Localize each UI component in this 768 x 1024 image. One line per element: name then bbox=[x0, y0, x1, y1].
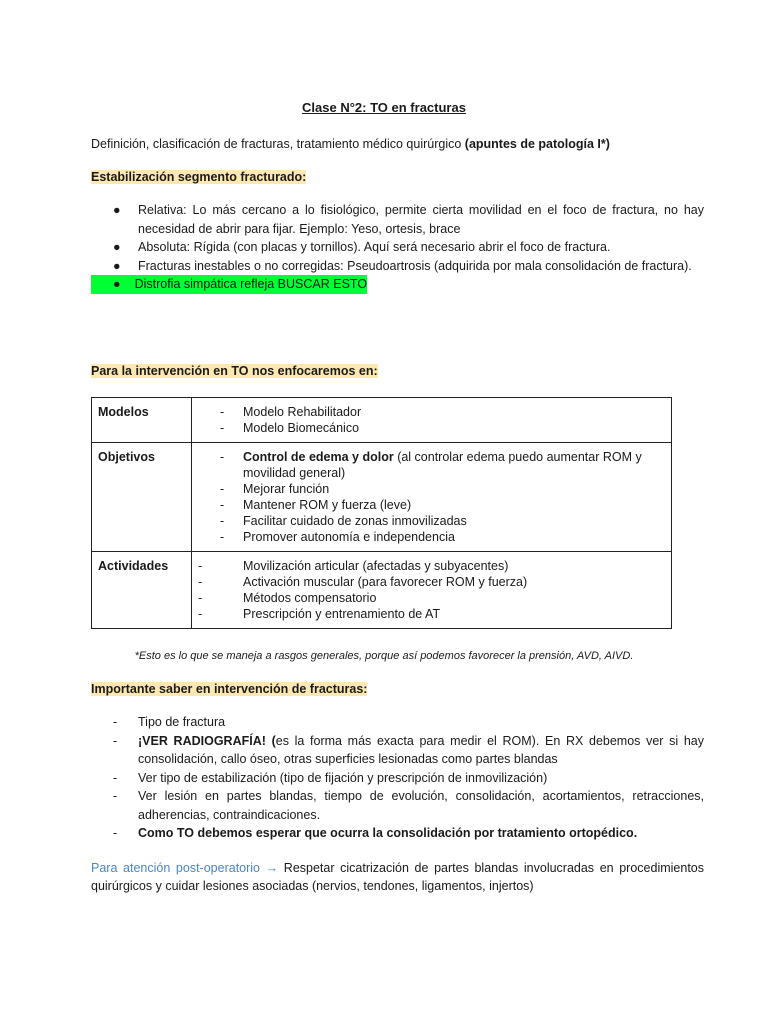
heading-text: Estabilización segmento fracturado: bbox=[91, 170, 307, 184]
table-row bbox=[92, 398, 672, 443]
list-item-highlighted: ● Distrofia simpática refleja BUSCAR ESTO bbox=[91, 275, 704, 294]
postop-text: Respetar cicatrización de partes blandas involucradas en procedimientos quirúrgicos y cuidar lesiones asociadas (nervios, tendones, ligamentos, injertos) bbox=[91, 861, 704, 893]
heading-text: Importante saber en intervención de fracturas: bbox=[91, 682, 368, 696]
row-label: Actividades bbox=[92, 552, 192, 629]
list-item: ● Relativa: Lo más cercano a lo fisiológico, permite cierta movilidad en el foco de fractura, no hay necesidad de abrir para fijar. Ejemplo: Yeso, ortesis, brace bbox=[113, 203, 704, 236]
heading-text: Para la intervención en TO nos enfocaremos en: bbox=[91, 364, 378, 378]
list-item: - ¡VER RADIOGRAFÍA! (es la forma más exacta para medir el ROM). En RX debemos ver si hay consolidación, callo óseo, otras superficies lesionadas como partes blandas bbox=[113, 733, 705, 766]
bullet-icon: ● bbox=[113, 258, 121, 273]
section-heading-intervencion bbox=[91, 362, 704, 380]
importante-list bbox=[91, 713, 704, 843]
page-title: Clase N°2: TO en fracturas bbox=[302, 100, 466, 115]
postop-paragraph bbox=[91, 859, 704, 895]
bullet-icon: ● bbox=[113, 240, 121, 254]
row-content: - Modelo Rehabilitador - Modelo Biomecánico bbox=[192, 398, 672, 443]
table-row bbox=[92, 443, 672, 552]
list-item: - Como TO debemos esperar que ocurra la consolidación por tratamiento ortopédico. bbox=[113, 826, 638, 840]
estabilizacion-list bbox=[91, 201, 704, 294]
intervention-table bbox=[91, 397, 672, 629]
bullet-icon: ● bbox=[113, 203, 121, 217]
section-heading-importante bbox=[91, 680, 704, 698]
intro-paragraph bbox=[91, 135, 704, 153]
list-item: ● Absoluta: Rígida (con placas y tornillos). Aquí será necesario abrir el foco de fractura. bbox=[91, 238, 704, 257]
intro-text: Definición, clasificación de fracturas, tratamiento médico quirúrgico bbox=[91, 137, 465, 151]
row-label: Objetivos bbox=[92, 443, 192, 552]
row-content: - Movilización articular (afectadas y subyacentes) - Activación muscular (para favorecer ROM y fuerza) - Métodos compensatorio - Prescripción y entrenamiento de AT bbox=[192, 552, 672, 629]
bullet-icon: ● bbox=[113, 277, 121, 291]
table-row bbox=[92, 552, 672, 629]
arrow-right-icon: → bbox=[265, 861, 279, 875]
row-content: - Control de edema y dolor (al controlar edema puedo aumentar ROM y movilidad general) - Mejorar función - Mantener ROM y fuerza (leve) - Facilitar cuidado de zonas inmovilizadas - Promover autonomía e independencia bbox=[192, 443, 672, 552]
intro-bold: (apuntes de patología I*) bbox=[464, 137, 610, 151]
list-item: - Ver lesión en partes blandas, tiempo de evolución, consolidación, acortamientos, retracciones, adherencias, contraindicaciones. bbox=[113, 789, 704, 822]
postop-label: Para atención post-operatorio bbox=[91, 861, 261, 875]
list-item: - Tipo de fractura bbox=[113, 715, 226, 729]
list-item: ● Fracturas inestables o no corregidas: Pseudoartrosis (adquirida por mala consolidación de fractura). bbox=[91, 257, 704, 276]
list-item: - Ver tipo de estabilización (tipo de fijación y prescripción de inmovilización) bbox=[113, 770, 548, 785]
table-footnote: *Esto es lo que se maneja a rasgos generales, porque así podemos favorecer la prensión, AVD, AIVD. bbox=[134, 650, 634, 662]
row-label: Modelos bbox=[92, 398, 192, 443]
section-heading-estabilizacion bbox=[91, 168, 704, 186]
